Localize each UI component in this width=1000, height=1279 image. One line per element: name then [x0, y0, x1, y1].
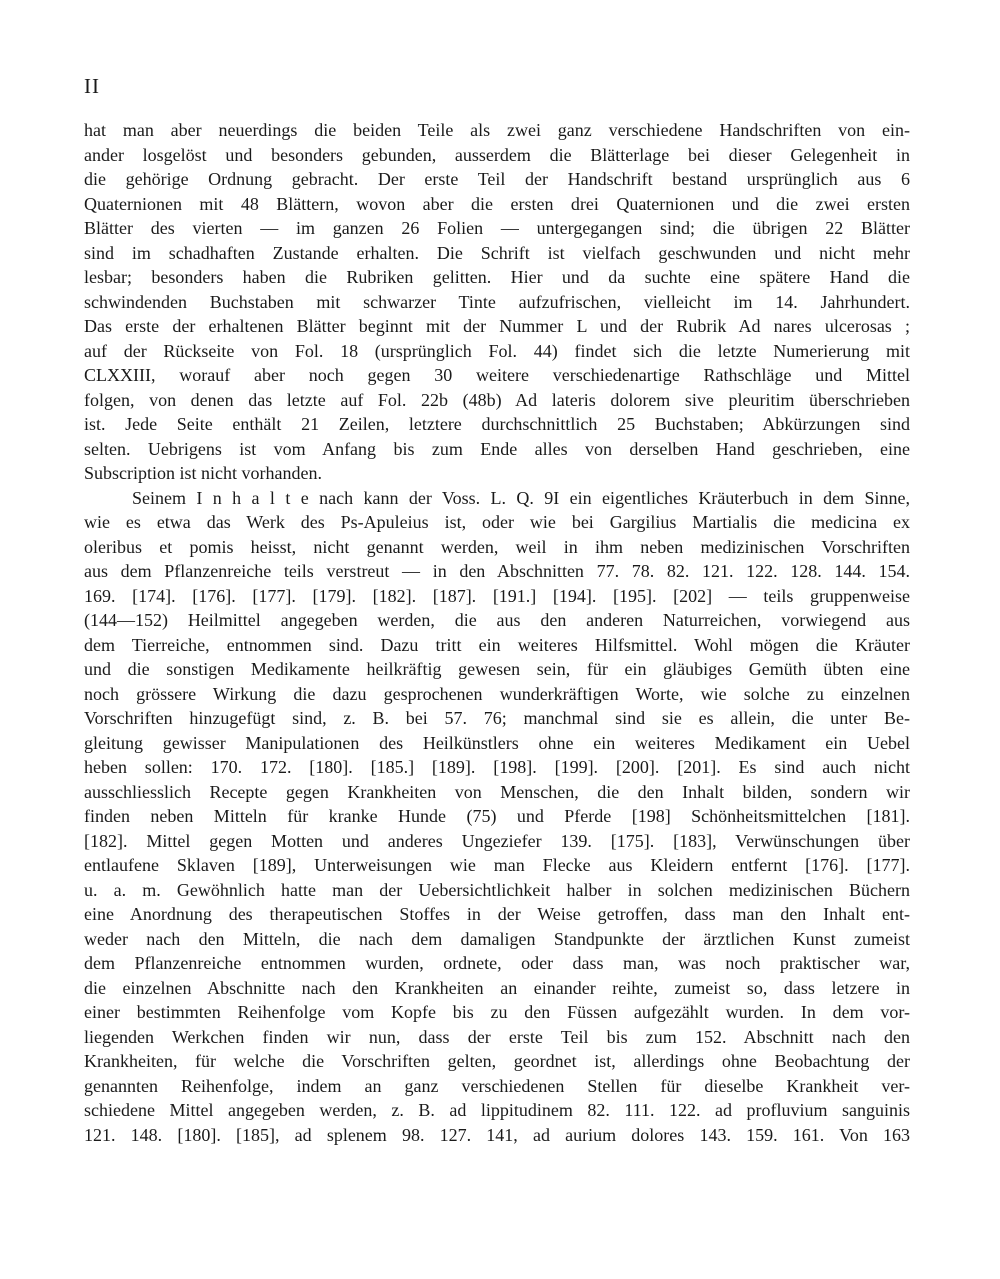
text-line: die gehörige Ordnung gebracht. Der erste Teil der Handschrift bestand ursprünglich aus 6: [84, 169, 910, 189]
page-number: II: [84, 74, 100, 98]
text-line: selten. Uebrigens ist vom Anfang bis zum Ende alles von derselben Hand geschrieben, eine: [84, 438, 910, 459]
text-line: (144—152) Heilmittel angegeben werden, die aus den anderen Naturreichen, vorwiegend aus: [84, 610, 910, 630]
text-line: Vorschriften hinzugefügt sind, z. B. bei 57. 76; manchmal sind sie es allein, die unter Be-: [84, 708, 910, 728]
text-line: heben sollen: 170. 172. [180]. [185.] [189]. [198]. [199]. [200]. [201]. Es sind auch nicht: [84, 757, 910, 777]
text-line: weder nach den Mitteln, die nach dem damaligen Standpunkte der ärztlichen Kunst zumeist: [84, 928, 910, 949]
paragraph-start-line: Seinem I n h a l t e nach kann der Voss. L. Q. 9I ein eigentliches Kräuterbuch in dem Sinne,: [132, 487, 910, 508]
text-line: dem Pflanzenreiche entnommen wurden, ordnete, oder dass man, was noch praktischer war,: [84, 953, 910, 973]
text-line: sind im schadhaften Zustande erhalten. Die Schrift ist vielfach geschwunden und nicht mehr: [84, 242, 910, 263]
text-line: einer bestimmten Reihenfolge vom Kopfe bis zu den Füssen aufgezählt wurden. In dem vor-: [84, 1002, 910, 1022]
paragraph-end-line: Subscription ist nicht vorhanden.: [84, 463, 322, 483]
text-line: Blätter des vierten — im ganzen 26 Folien — untergegangen sind; die übrigen 22 Blätter: [84, 218, 910, 238]
text-line: ist. Jede Seite enthält 21 Zeilen, letztere durchschnittlich 25 Buchstaben; Abkürzungen sind: [84, 414, 910, 434]
text-line: noch grössere Wirkung die dazu gesprochenen wunderkräftigen Worte, wie solche zu einzelnen: [84, 683, 910, 704]
text-line: lesbar; besonders haben die Rubriken gelitten. Hier und da suchte eine spätere Hand die: [84, 267, 910, 287]
text-line: aus dem Pflanzenreiche teils verstreut — in den Abschnitten 77. 78. 82. 121. 122. 128. 144. 154.: [84, 561, 910, 581]
text-line: 121. 148. [180]. [185], ad splenem 98. 127. 141, ad aurium dolores 143. 159. 161. Von 163: [84, 1124, 910, 1145]
text-line: genannten Reihenfolge, indem an ganz verschiedenen Stellen für dieselbe Krankheit ver-: [84, 1075, 910, 1096]
text-line: dem Tierreiche, entnommen sind. Dazu tritt ein weiteres Hilfsmittel. Wohl mögen die Kräuter: [84, 634, 910, 655]
text-line: wie es etwa das Werk des Ps-Apuleius ist, oder wie bei Gargilius Martialis die medicina ex: [84, 512, 910, 532]
text-line: Das erste der erhaltenen Blätter beginnt mit der Nummer L und der Rubrik Ad nares ulcerosas ;: [84, 316, 910, 336]
text-line: folgen, von denen das letzte auf Fol. 22b (48b) Ad lateris dolorem sive pleuritim überschrieben: [84, 389, 910, 410]
text-line: und die sonstigen Medikamente heilkräftig gewesen sein, für ein gläubiges Gemüth übten eine: [84, 659, 910, 679]
text-line: entlaufene Sklaven [189], Unterweisungen wie man Flecke aus Kleidern entfernt [176]. [177].: [84, 855, 910, 875]
text-line: auf der Rückseite von Fol. 18 (ursprünglich Fol. 44) findet sich die letzte Numerierung mit: [84, 340, 910, 361]
text-line: ander losgelöst und besonders gebunden, ausserdem die Blätterlage bei dieser Gelegenheit in: [84, 144, 910, 165]
text-line: schwindenden Buchstaben mit schwarzer Tinte aufzufrischen, vielleicht im 14. Jahrhundert.: [84, 291, 910, 312]
text-line: ausschliesslich Recepte gegen Krankheiten von Menschen, die den Inhalt bilden, sondern wir: [84, 781, 910, 802]
text-line: CLXXIII, worauf aber noch gegen 30 weitere verschiedenartige Rathschläge und Mittel: [84, 365, 910, 385]
text-line: [182]. Mittel gegen Motten und anderes Ungeziefer 139. [175]. [183], Verwünschungen über: [84, 830, 910, 851]
text-line: die einzelnen Abschnitte nach den Krankheiten an einander reihte, zumeist so, dass letzere in: [84, 977, 910, 998]
text-line: 169. [174]. [176]. [177]. [179]. [182]. [187]. [191.] [194]. [195]. [202] — teils gruppenweise: [84, 585, 910, 606]
text-line: gleitung gewisser Manipulationen des Heilkünstlers ohne ein weiteres Medikament ein Uebel: [84, 732, 910, 753]
text-line: u. a. m. Gewöhnlich hatte man der Uebersichtlichkeit halber in solchen medizinischen Büchern: [84, 879, 910, 900]
body-text: [84, 118, 910, 1147]
text-line: eine Anordnung des therapeutischen Stoffes in der Weise getroffen, dass man den Inhalt ent-: [84, 904, 910, 924]
text-line: hat man aber neuerdings die beiden Teile als zwei ganz verschiedene Handschriften von ein-: [84, 120, 910, 140]
text-line: liegenden Werkchen finden wir nun, dass der erste Teil bis zum 152. Abschnitt nach den: [84, 1026, 910, 1047]
text-line: oleribus et pomis heisst, nicht genannt werden, weil in ihm neben medizinischen Vorschriften: [84, 536, 910, 557]
text-line: finden neben Mitteln für kranke Hunde (75) und Pferde [198] Schönheitsmittelchen [181].: [84, 806, 910, 826]
text-line: Krankheiten, für welche die Vorschriften gelten, geordnet ist, allerdings ohne Beobachtung der: [84, 1051, 910, 1071]
text-line: Quaternionen mit 48 Blättern, wovon aber die ersten drei Quaternionen und die zwei ersten: [84, 193, 910, 214]
text-line: schiedene Mittel angegeben werden, z. B. ad lippitudinem 82. 111. 122. ad profluvium sanguinis: [84, 1100, 910, 1120]
